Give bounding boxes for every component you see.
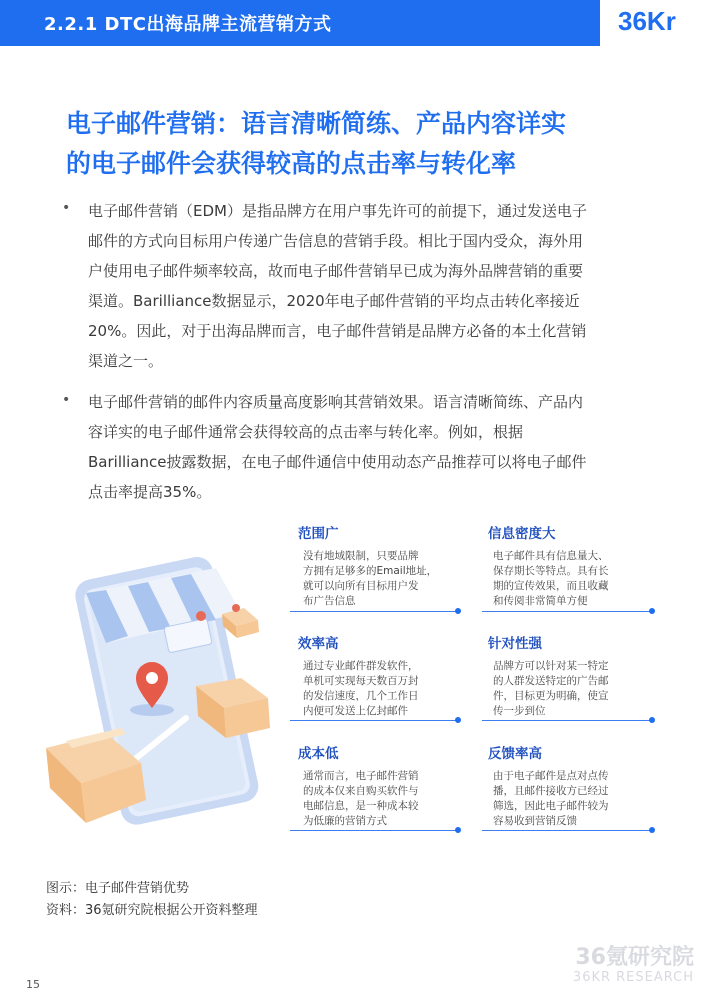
bullet-1-line: 渠道。Barilliance数据显示，2020年电子邮件营销的平均点击转化率接近 [88,292,580,310]
feature-title: 成本低 [298,746,339,762]
bullet-2-line: 电子邮件营销的邮件内容质量高度影响其营销效果。语言清晰简练、产品内 [88,393,584,411]
feature-divider-dot [649,827,655,833]
feature-title: 针对性强 [488,636,542,652]
feature-divider-dot [649,717,655,723]
feature-title: 效率高 [298,636,339,652]
feature-title: 范围广 [298,526,339,542]
feature-desc-line: 保存期长等特点。具有长 [493,565,609,577]
feature-desc-line: 内便可发送上亿封邮件 [303,705,408,717]
feature-desc-line: 的发信速度，几个工作日 [303,690,419,702]
headline [66,104,666,184]
section-title: 2.2.1 DTC出海品牌主流营销方式 [44,14,332,35]
feature-description [303,659,468,719]
bullet-paragraph-2 [88,387,648,507]
headline-line-1: 电子邮件营销：语言清晰简练、产品内容详实 [66,109,567,138]
storefront-phone-illustration [36,538,286,838]
feature-desc-line: 和传阅非常简单方便 [493,595,588,607]
feature-divider-dot [455,608,461,614]
feature-desc-line: 电子邮件具有信息量大、 [493,550,609,562]
feature-title: 信息密度大 [488,526,556,542]
feature-desc-line: 品牌方可以针对某一特定 [493,660,609,672]
feature-desc-line: 播，且邮件接收方已经过 [493,785,609,797]
logo-text: 36Kr [618,6,676,36]
feature-divider [290,611,458,612]
feature-description [493,769,658,829]
headline-line-2: 的电子邮件会获得较高的点击率与转化率 [66,149,517,178]
feature-description [493,659,658,719]
feature-divider [482,830,652,831]
bullet-2-line: Barilliance披露数据，在电子邮件通信中使用动态产品推荐可以将电子邮件 [88,453,587,471]
feature-desc-line: 筛选，因此电子邮件较为 [493,800,609,812]
feature-description [303,769,468,829]
bullet-1-line: 渠道之一。 [88,352,164,370]
feature-desc-line: 容易收到营销反馈 [493,815,577,827]
source-caption: 资料：36氪研究院根据公开资料整理 [46,903,258,918]
feature-desc-line: 布广告信息 [303,595,356,607]
parcel-box-icon [222,608,259,638]
feature-desc-line: 单机可实现每天数百万封 [303,675,419,687]
feature-wide-reach [298,523,468,609]
figure-caption: 图示：电子邮件营销优势 [46,881,190,896]
feature-desc-line: 期的宣传效果，而且收藏 [493,580,609,592]
feature-desc-line: 件，目标更为明确，使宣 [493,690,609,702]
brand-logo [600,0,710,46]
bullet-1-line: 户使用电子邮件频率较高，故而电子邮件营销早已成为海外品牌营销的重要 [88,262,584,280]
header-bar [0,0,600,46]
feature-divider-dot [649,608,655,614]
feature-divider [290,720,458,721]
feature-desc-line: 的成本仅来自购买软件与 [303,785,419,797]
feature-divider-dot [455,827,461,833]
bullet-2-line: 容详实的电子邮件通常会获得较高的点击率与转化率。例如，根据 [88,423,524,441]
feature-description [493,549,658,609]
bullet-1-line: 邮件的方式向目标用户传递广告信息的营销手段。相比于国内受众，海外用 [88,232,584,250]
bullet-2-line: 点击率提高35%。 [88,483,212,501]
bullet-1-line: 20%。因此，对于出海品牌而言，电子邮件营销是品牌方必备的本土化营销 [88,322,587,340]
feature-divider [290,830,458,831]
watermark-en: 36KR RESEARCH [572,970,694,985]
feature-desc-line: 通过专业邮件群发软件， [303,660,419,672]
feature-low-cost [298,743,468,829]
bullet-1-line: 电子邮件营销（EDM）是指品牌方在用户事先许可的前提下，通过发送电子 [88,202,587,220]
feature-desc-line: 方拥有足够多的Email地址， [303,565,438,577]
feature-high-efficiency [298,633,468,719]
feature-desc-line: 就可以向所有目标用户发 [303,580,419,592]
feature-desc-line: 为低廉的营销方式 [303,815,387,827]
page-number: 15 [26,978,40,991]
feature-divider [482,720,652,721]
feature-high-density [488,523,658,609]
feature-desc-line: 的人群发送特定的广告邮 [493,675,609,687]
feature-high-feedback [488,743,658,829]
watermark-cn: 36氪研究院 [575,945,694,970]
bullet-dot: • [62,200,71,216]
feature-desc-line: 传一步到位 [493,705,546,717]
feature-description [303,549,468,609]
feature-desc-line: 由于电子邮件是点对点传 [493,770,609,782]
feature-desc-line: 电邮信息，是一种成本较 [303,800,419,812]
bullet-paragraph-1 [88,196,648,376]
feature-desc-line: 没有地域限制，只要品牌 [303,550,419,562]
feature-divider [482,611,652,612]
feature-divider-dot [455,717,461,723]
feature-desc-line: 通常而言，电子邮件营销 [303,770,419,782]
feature-title: 反馈率高 [488,746,542,762]
bullet-dot: • [62,392,71,408]
feature-targeted [488,633,658,719]
